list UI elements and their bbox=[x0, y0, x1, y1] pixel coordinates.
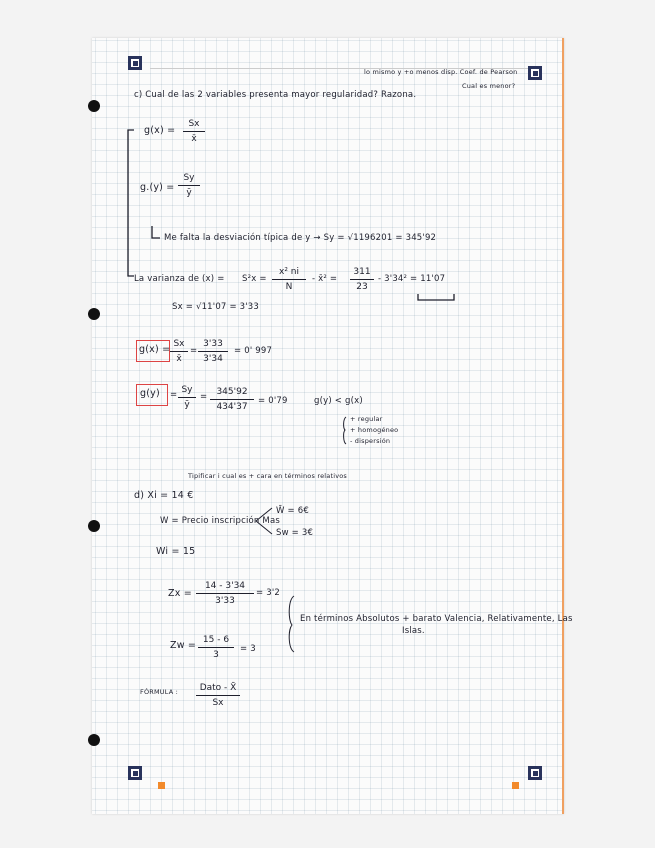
variance-den: N bbox=[285, 282, 293, 292]
gx2-f1-num: Sx bbox=[173, 339, 185, 349]
bullet-dispersion: - dispersión bbox=[350, 437, 391, 445]
section-d-note: Tipificar i cual es + cara en términos relativos bbox=[188, 472, 348, 480]
gx2-result: = 0' 997 bbox=[234, 346, 273, 356]
sx-line: Sx = √11'07 = 3'33 bbox=[172, 302, 260, 312]
variance-expr-3: - 3'34² = 11'07 bbox=[378, 274, 446, 284]
conclusion-1: En términos Absolutos + barato Valencia, Relativamente, Las bbox=[300, 614, 573, 624]
gy2-result: = 0'79 bbox=[258, 396, 288, 406]
bullet-regular: + regular bbox=[350, 415, 383, 423]
gy2-fraction-1 bbox=[178, 386, 196, 410]
zx-num: 14 - 3'34 bbox=[204, 581, 246, 591]
equals-sign: = bbox=[190, 346, 198, 356]
gy2-f2-num: 345'92 bbox=[216, 387, 248, 397]
formula-den: Sx bbox=[212, 698, 224, 708]
variance-num: x² ni bbox=[279, 267, 299, 277]
variance-expr-1: S²x = bbox=[242, 274, 267, 284]
conclusion-2: Islas. bbox=[402, 626, 425, 636]
zw-num: 15 - 6 bbox=[202, 635, 230, 645]
header-note-1: lo mismo y +o menos disp. Coef. de Pearson bbox=[364, 68, 518, 76]
variance-num-2: 311 bbox=[353, 267, 371, 277]
gy-fraction bbox=[178, 174, 200, 198]
xi-line: d) Xi = 14 € bbox=[134, 490, 194, 501]
w-label: W = Precio inscripción Mas bbox=[160, 516, 280, 526]
gx2-fraction-2 bbox=[198, 340, 228, 364]
zx-den: 3'33 bbox=[215, 596, 235, 606]
gx2-fraction-1 bbox=[170, 340, 188, 364]
gy-label: g.(y) = bbox=[140, 182, 175, 193]
w-sd: Sw = 3€ bbox=[276, 528, 314, 538]
gx-fraction bbox=[183, 120, 205, 144]
gx-label: g(x) = bbox=[144, 125, 176, 136]
formula-label: FÓRMULA : bbox=[140, 688, 179, 696]
gy2-f1-den: ȳ bbox=[184, 400, 190, 410]
zx-label: Zx = bbox=[168, 588, 192, 599]
comparison: g(y) < g(x) bbox=[314, 396, 363, 406]
zw-label: Zw = bbox=[170, 640, 197, 651]
variance-expr-2: - x̄² = bbox=[312, 274, 338, 284]
variance-fraction-2 bbox=[350, 268, 374, 292]
gx-den: x̄ bbox=[191, 134, 197, 144]
zx-fraction bbox=[196, 582, 254, 606]
gx2-f2-den: 3'34 bbox=[203, 354, 223, 364]
gx2-f1-den: x̄ bbox=[176, 354, 182, 364]
gy-den: ȳ bbox=[186, 188, 192, 198]
equals-sign: = bbox=[170, 390, 178, 400]
variance-den-2: 23 bbox=[356, 282, 368, 292]
formula-fraction bbox=[196, 684, 240, 708]
question-c: c) Cual de las 2 variables presenta mayor regularidad? Razona. bbox=[134, 90, 417, 100]
zw-den: 3 bbox=[213, 650, 219, 660]
gy2-f1-num: Sy bbox=[181, 385, 193, 395]
gx2-label: g(x) = bbox=[139, 344, 171, 355]
equals-sign: = bbox=[200, 392, 208, 402]
zw-result: = 3 bbox=[240, 644, 256, 654]
gy2-label: g(y) bbox=[140, 388, 160, 399]
w-mean: W̄ = 6€ bbox=[276, 506, 309, 516]
gy2-f2-den: 434'37 bbox=[216, 402, 248, 412]
gy-num: Sy bbox=[183, 173, 195, 183]
formula-num: Dato - X̄ bbox=[199, 683, 237, 693]
gy2-fraction-2 bbox=[210, 388, 254, 412]
variance-fraction bbox=[272, 268, 306, 292]
zw-fraction bbox=[198, 636, 234, 660]
header-note-2: Cual es menor? bbox=[462, 82, 516, 90]
wi-line: Wi = 15 bbox=[156, 546, 196, 557]
zx-result: = 3'2 bbox=[256, 588, 280, 598]
bullet-homogeneo: + homogéneo bbox=[350, 426, 399, 434]
variance-label: La varianza de (x) = bbox=[134, 274, 225, 284]
gx-num: Sx bbox=[188, 119, 200, 129]
gx2-f2-num: 3'33 bbox=[203, 339, 223, 349]
missing-sd-line: Me falta la desviación típica de y → Sy = √1196201 = 345'92 bbox=[164, 233, 437, 243]
